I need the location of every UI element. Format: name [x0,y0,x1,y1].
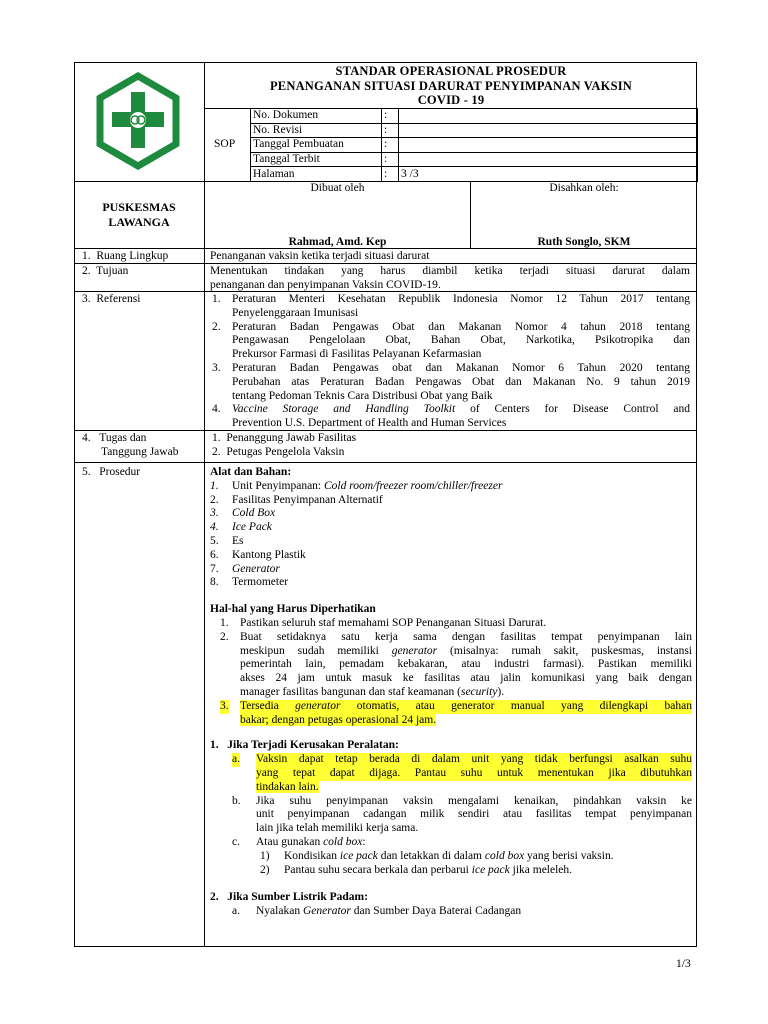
section-label: Referensi [96,293,141,305]
doc-field-label: Halaman [251,167,382,182]
power-item-a: a. Nyalakan Generator dan Sumber Daya Baterai Cadangan [232,905,522,918]
doc-field-sep: : [382,152,399,167]
doc-field-row [251,123,698,138]
doc-field-value: 3 /3 [399,167,698,182]
made-by-name: Rahmad, Amd. Kep [288,236,387,248]
section-scope-text: Penanganan vaksin ketika terjadi situasi darurat [210,250,430,262]
reference-item [212,321,690,362]
reference-rest: of Centers for Disease Control and [455,403,690,416]
reference-line: Peraturan Badan Pengawas obat dan Makanan Nomor 6 Tahun 2020 tentang [232,361,690,374]
note-item: 2. Buat setidaknya satu kerja sama dengan fasilitas tempat penyimpanan lain meskipun sudah memiliki generator (misalnya: rumah sakit, puskesmas, instansi pemerintah lain, pemadam kebakaran, atau industri farmasi). Pastikan memiliki akses 24 jam untuk masuk ke fasilitas atau jalin komunikasi yang baik dengan manager fasilitas bangunan dan staf keamanan (security). [220,630,692,698]
reference-line: Prevention U.S. Department of Health and Human Services [232,417,507,430]
damage-subitem: 2) Pantau suhu secara berkala dan perbarui ice pack jika meleleh. [260,863,573,876]
damage-item-c: c. Atau gunakan cold box: [232,835,366,848]
organization-name [74,200,204,229]
section-label: Tugas dan [99,432,147,444]
doc-field-sep: : [382,109,399,124]
doc-field-row [251,109,698,124]
power-heading: 2. Jika Sumber Listrik Padam: [210,891,368,904]
section-num: 1. [82,250,91,262]
document-info-table [250,108,698,182]
reference-line: Penyelenggaraan Imunisasi [232,306,359,319]
title-line-2: PENANGANAN SITUASI DARURAT PENYIMPANAN VAKSIN [269,78,633,93]
reference-item [212,362,690,403]
tool-item: 6. Kantong Plastik [210,548,306,561]
procedure-content [210,466,692,919]
reference-line: Pengawasan Pengelolaan Obat, Bahan Obat, Narkotika, Psikotropika dan [232,334,690,347]
reference-list [212,293,690,431]
doc-field-row [251,138,698,153]
doc-field-sep: : [382,138,399,153]
duty-item: 1. Penanggung Jawab Fasilitas [212,432,357,444]
reference-line: Peraturan Menteri Kesehatan Republik Indonesia Nomor 12 Tahun 2017 tentang [232,293,690,305]
reference-num: 2. [212,320,221,333]
tool-item: 5. Es [210,534,244,547]
section-procedure-label [82,466,140,480]
doc-field-value [399,152,698,167]
note-item-highlighted: 3. Tersedia generator otomatis, atau generator manual yang dilengkapi bahan bakar; dengan petugas operasional 24 jam. [220,699,692,726]
section-ref-label [82,293,140,307]
approved-by-name: Ruth Songlo, SKM [537,236,631,248]
damage-item-b: b. Jika suhu penyimpanan vaksin mengalami kenaikan, pindahkan vaksin ke unit penyimpanan cadangan milik sendiri atau fasilitas tempat penyimpanan lain jika telah memiliki kerja sama. [232,794,692,835]
tool-item: 7. Generator [210,562,280,575]
reference-line: Perubahan atas Peraturan Badan Pengawas Obat dan Makanan No. 9 tahun 2019 [232,375,690,388]
made-by-label: Dibuat oleh [310,182,365,194]
doc-field-sep: : [382,167,399,182]
doc-field-row [251,152,698,167]
duties-list [212,432,356,460]
tools-list [210,480,692,590]
reference-line [232,403,690,417]
tool-item: 8. Termometer [210,576,289,589]
doc-field-label: No. Dokumen [251,109,382,124]
tool-item: 4. Ice Pack [210,521,272,534]
health-ministry-logo [94,72,182,170]
section-num: 2. [82,265,91,277]
title-line-3: COVID - 19 [417,93,485,107]
title-line-1: STANDAR OPERASIONAL PROSEDUR [335,64,567,78]
damage-item-a: a. Vaksin dapat tetap berada di dalam unit yang tidak berfungsi asalkan suhu yang tepat dapat dijaga. Pantau suhu untuk menentukan jika dibutuhkan tindakan lain. [232,753,692,793]
notes-heading: Hal-hal yang Harus Diperhatikan [210,603,376,616]
section-num: 4. [82,432,91,444]
goal-line-2: penanganan dan penyimpanan Vaksin COVID-19. [210,278,441,291]
reference-line: tentang Pedoman Teknis Cara Distribusi Obat yang Baik [232,389,493,402]
doc-field-label: Tanggal Pembuatan [251,138,382,153]
doc-field-value [399,123,698,138]
reference-num: 3. [212,361,221,374]
tools-heading: Alat dan Bahan: [210,466,292,478]
reference-num: 1. [212,293,221,305]
damage-heading: 1. Jika Terjadi Kerusakan Peralatan: [210,739,399,752]
doc-field-value [399,109,698,124]
duty-item: 2. Petugas Pengelola Vaksin [212,445,345,458]
doc-field-label: No. Revisi [251,123,382,138]
section-scope-label [82,250,168,264]
doc-field-sep: : [382,123,399,138]
tool-item: 2. Fasilitas Penyimpanan Alternatif [210,493,383,506]
goal-line-1: Menentukan tindakan yang harus diambil ketika terjadi situasi darurat dalam [210,265,690,277]
row-line [74,462,697,463]
reference-line: Prekursor Farmasi di Fasilitas Pelayanan Kefarmasian [232,348,482,361]
reference-italic: Vaccine Storage and Handling Toolkit [232,403,456,416]
document-title [205,64,697,108]
section-goal-text [210,265,690,293]
org-line-2: LAWANGA [108,214,170,229]
damage-subitem: 1) Kondisikan ice pack dan letakkan di dalam cold box yang berisi vaksin. [260,849,614,862]
logo-icon [94,72,182,170]
note-item: 1. Pastikan seluruh staf memahami SOP Penanganan Situasi Darurat. [220,616,547,629]
section-label: Tujuan [96,265,129,277]
section-num: 3. [82,293,91,305]
reference-line: Peraturan Badan Pengawas Obat dan Makanan Nomor 4 tahun 2018 tentang [232,320,690,333]
section-label-line2: Tanggung Jawab [101,445,179,458]
tool-item: 3. Cold Box [210,507,276,520]
reference-item [212,403,690,431]
section-label: Prosedur [99,466,141,478]
approved-by-label: Disahkan oleh: [549,182,619,194]
reference-num: 4. [212,403,221,416]
doc-field-value [399,138,698,153]
section-label-divider [204,248,205,947]
section-label: Ruang Lingkup [96,250,169,262]
doc-field-row [251,167,698,182]
sop-label: SOP [214,138,236,150]
tool-item: 1. Unit Penyimpanan: Cold room/freezer room/chiller/freezer [210,479,503,492]
page-number: 1/3 [676,958,691,970]
section-duties-label [82,432,178,460]
org-line-1: PUSKESMAS [102,200,176,214]
doc-field-label: Tanggal Terbit [251,152,382,167]
section-goal-label [82,265,128,279]
reference-item [212,293,690,321]
section-num: 5. [82,466,91,478]
header-divider-h3 [74,248,697,249]
